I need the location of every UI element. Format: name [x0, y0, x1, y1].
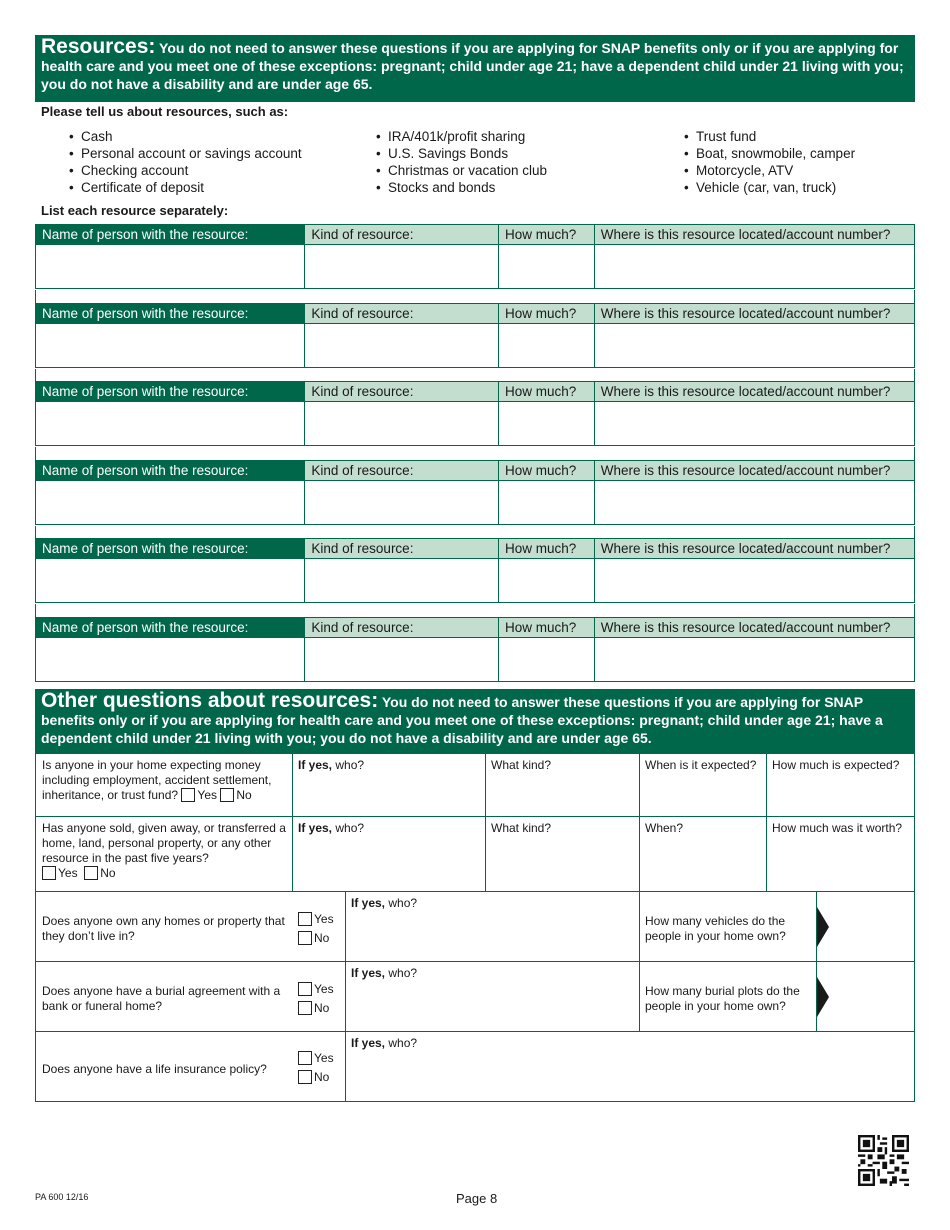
other-questions-banner [35, 689, 915, 753]
how-much-label: How much is expected? [772, 758, 900, 772]
location-header: Where is this resource located/account number? [595, 461, 914, 480]
list-item: • IRA/401k/profit sharing [376, 128, 547, 145]
yes-label: Yes [314, 1051, 334, 1065]
kind-header: Kind of resource: [305, 225, 499, 244]
resources-title: Resources: [41, 35, 156, 58]
name-header: Name of person with the resource: [36, 304, 305, 323]
q5-question: Does anyone have a life insurance policy? [42, 1062, 267, 1076]
row-separator [35, 604, 915, 617]
kind-header: Kind of resource: [305, 618, 499, 637]
q1-text: Is anyone in your home expecting money including employment, accident settlement, inheritance, or trust fund? [42, 758, 272, 802]
resources-banner [35, 35, 915, 102]
name-field[interactable] [36, 559, 305, 602]
q3-who-field[interactable] [345, 892, 639, 961]
other-questions-title: Other questions about resources: [41, 689, 379, 712]
amount-header: How much? [499, 382, 595, 401]
if-yes-label: If yes, [351, 1036, 386, 1050]
resource-entry [35, 460, 915, 526]
who-label: who? [335, 758, 365, 772]
what-kind-label: What kind? [491, 821, 552, 835]
q2-when-field[interactable] [639, 817, 766, 891]
list-item: • Vehicle (car, van, truck) [684, 179, 855, 196]
name-field[interactable] [36, 402, 305, 445]
q3-question: Does anyone own any homes or property that they don’t live in? [42, 914, 285, 943]
who-label: who? [388, 896, 418, 910]
resource-list-1 [69, 128, 302, 196]
name-field[interactable] [36, 324, 305, 367]
q5-who-field[interactable] [345, 1032, 914, 1101]
list-item: • Motorcycle, ATV [684, 162, 855, 179]
q3-yes-no [298, 910, 334, 948]
form-code: PA 600 12/16 [35, 1192, 89, 1202]
location-field[interactable] [595, 638, 914, 681]
q2-text: Has anyone sold, given away, or transferred a home, land, personal property, or any other resource in the past five years? [42, 821, 286, 865]
amount-header: How much? [499, 539, 595, 558]
no-label: No [236, 788, 252, 802]
q2-no-checkbox[interactable] [84, 866, 98, 880]
list-item: • Boat, snowmobile, camper [684, 145, 855, 162]
if-yes-label: If yes, [298, 821, 333, 835]
name-header: Name of person with the resource: [36, 225, 305, 244]
amount-header: How much? [499, 461, 595, 480]
q2-kind-field[interactable] [485, 817, 639, 891]
name-field[interactable] [36, 481, 305, 524]
who-label: who? [388, 1036, 418, 1050]
q4-who-field[interactable] [345, 962, 639, 1031]
when-label: When is it expected? [645, 758, 757, 772]
list-item: • Trust fund [684, 128, 855, 145]
location-header: Where is this resource located/account number? [595, 225, 914, 244]
arrow-icon [817, 907, 829, 947]
how-much-label: How much was it worth? [772, 821, 903, 835]
location-header: Where is this resource located/account number? [595, 539, 914, 558]
who-label: who? [335, 821, 365, 835]
q1-yes-checkbox[interactable] [181, 788, 195, 802]
no-label: No [314, 1001, 330, 1015]
name-header: Name of person with the resource: [36, 539, 305, 558]
no-label: No [100, 866, 116, 880]
location-field[interactable] [595, 481, 914, 524]
kind-field[interactable] [305, 245, 499, 288]
resource-entry [35, 381, 915, 447]
qr-code-icon [858, 1135, 909, 1186]
location-field[interactable] [595, 245, 914, 288]
q1-who-field[interactable] [292, 754, 485, 816]
when-label: When? [645, 821, 684, 835]
location-header: Where is this resource located/account number? [595, 618, 914, 637]
resource-entry [35, 303, 915, 369]
resource-list-3 [684, 128, 855, 196]
kind-header: Kind of resource: [305, 304, 499, 323]
yes-label: Yes [314, 912, 334, 926]
kind-field[interactable] [305, 638, 499, 681]
no-label: No [314, 931, 330, 945]
kind-header: Kind of resource: [305, 382, 499, 401]
q1-when-field[interactable] [639, 754, 766, 816]
q4-question: Does anyone have a burial agreement with a bank or funeral home? [42, 984, 281, 1013]
q2-question [36, 817, 292, 885]
list-separately-label: List each resource separately: [41, 203, 229, 218]
name-header: Name of person with the resource: [36, 618, 305, 637]
list-item: • Christmas or vacation club [376, 162, 547, 179]
name-header: Name of person with the resource: [36, 461, 305, 480]
vehicles-count-field[interactable] [816, 892, 914, 961]
amount-field[interactable] [499, 245, 595, 288]
q3-no-checkbox[interactable] [298, 931, 312, 945]
amount-field[interactable] [499, 638, 595, 681]
row-separator [35, 447, 915, 460]
q1-kind-field[interactable] [485, 754, 639, 816]
list-item: • Certificate of deposit [69, 179, 302, 196]
vehicles-question: How many vehicles do the people in your home own? [645, 914, 786, 943]
q4-yes-no [298, 980, 334, 1018]
q5-yes-no [298, 1049, 334, 1087]
no-label: No [314, 1070, 330, 1084]
name-field[interactable] [36, 638, 305, 681]
page-number: Page 8 [456, 1191, 498, 1206]
q5-yes-checkbox[interactable] [298, 1051, 312, 1065]
amount-field[interactable] [499, 481, 595, 524]
kind-header: Kind of resource: [305, 461, 499, 480]
yes-label: Yes [314, 982, 334, 996]
q1-question [36, 754, 292, 807]
list-item: • U.S. Savings Bonds [376, 145, 547, 162]
location-field[interactable] [595, 324, 914, 367]
amount-field[interactable] [499, 324, 595, 367]
q1-amount-field[interactable] [766, 754, 914, 816]
location-header: Where is this resource located/account number? [595, 382, 914, 401]
resource-entry [35, 224, 915, 290]
kind-field[interactable] [305, 559, 499, 602]
who-label: who? [388, 966, 418, 980]
location-field[interactable] [595, 402, 914, 445]
q5-no-checkbox[interactable] [298, 1070, 312, 1084]
burial-plots-field[interactable] [816, 962, 914, 1031]
q2-who-field[interactable] [292, 817, 485, 891]
property-grid [35, 891, 915, 1102]
amount-field[interactable] [499, 559, 595, 602]
resource-list-2 [376, 128, 547, 196]
kind-header: Kind of resource: [305, 539, 499, 558]
resource-entry [35, 538, 915, 604]
q2-amount-field[interactable] [766, 817, 914, 891]
yes-label: Yes [58, 866, 78, 880]
list-item: • Checking account [69, 162, 302, 179]
amount-header: How much? [499, 225, 595, 244]
burial-plots-question: How many burial plots do the people in your home own? [645, 984, 800, 1013]
list-item: • Cash [69, 128, 302, 145]
expected-money-grid [35, 753, 915, 892]
amount-header: How much? [499, 618, 595, 637]
name-field[interactable] [36, 245, 305, 288]
location-field[interactable] [595, 559, 914, 602]
amount-header: How much? [499, 304, 595, 323]
q1-no-checkbox[interactable] [220, 788, 234, 802]
what-kind-label: What kind? [491, 758, 552, 772]
kind-field[interactable] [305, 481, 499, 524]
if-yes-label: If yes, [351, 896, 386, 910]
kind-field[interactable] [305, 402, 499, 445]
arrow-icon [817, 977, 829, 1017]
resource-entry [35, 617, 915, 683]
row-separator [35, 290, 915, 303]
q3-yes-checkbox[interactable] [298, 912, 312, 926]
if-yes-label: If yes, [298, 758, 333, 772]
list-item: • Personal account or savings account [69, 145, 302, 162]
other-questions-note: You do not need to answer these questions if you are applying for SNAP benefits only or if you are applying for health care and you meet one of these exceptions: pregnant; child under age 21; have a dependent child under 21 living with you; you do not have a disability and are under age 65. [41, 694, 883, 746]
q4-yes-checkbox[interactable] [298, 982, 312, 996]
q4-no-checkbox[interactable] [298, 1001, 312, 1015]
yes-label: Yes [197, 788, 217, 802]
q2-yes-checkbox[interactable] [42, 866, 56, 880]
resources-note: You do not need to answer these questions if you are applying for SNAP benefits only or if you are applying for health care and you meet one of these exceptions: pregnant; child under age 21; have a dependent child under 21 living with you; you do not have a disability and are under age 65. [41, 40, 904, 92]
kind-field[interactable] [305, 324, 499, 367]
location-header: Where is this resource located/account number? [595, 304, 914, 323]
list-item: • Stocks and bonds [376, 179, 547, 196]
amount-field[interactable] [499, 402, 595, 445]
name-header: Name of person with the resource: [36, 382, 305, 401]
resources-intro: Please tell us about resources, such as: [41, 104, 289, 119]
if-yes-label: If yes, [351, 966, 386, 980]
